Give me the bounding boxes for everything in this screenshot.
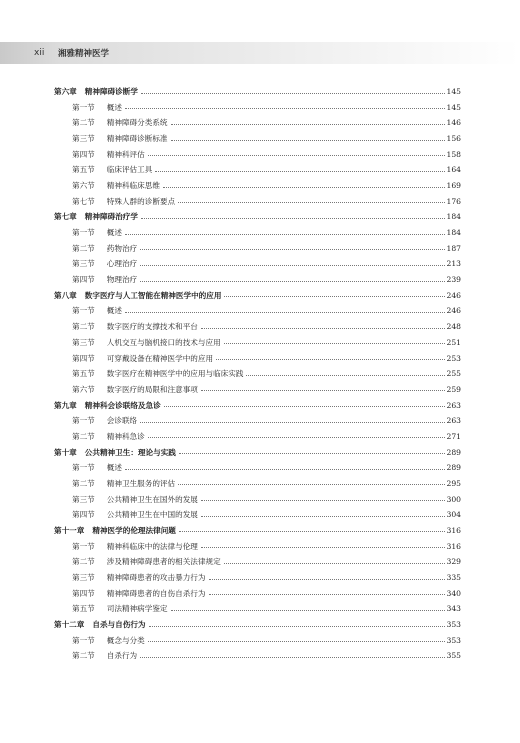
dot-leader	[178, 202, 444, 203]
toc-entry-title: 物理治疗	[106, 275, 138, 285]
toc-entry-title: 临床评估工具	[106, 165, 153, 175]
toc-entry-text	[54, 543, 198, 551]
dot-leader	[171, 610, 445, 611]
dot-leader	[164, 406, 445, 407]
toc-page-number: 335	[446, 572, 461, 582]
dot-leader	[140, 281, 444, 282]
toc-entry-text	[54, 590, 206, 598]
toc-entry-title: 精神科临床思维	[106, 181, 160, 191]
toc-entry-text	[54, 151, 145, 159]
toc-section-row	[54, 534, 461, 550]
toc-page-number: 145	[446, 87, 461, 97]
toc-section-row	[54, 425, 461, 441]
toc-entry-number: 第七章	[54, 212, 77, 222]
toc-entry-text	[54, 527, 176, 535]
toc-section-row	[54, 644, 461, 660]
dot-leader	[201, 547, 445, 548]
toc-entry-title: 自杀行为	[106, 651, 138, 661]
toc-entry-number: 第十章	[54, 447, 77, 457]
dot-leader	[149, 626, 445, 627]
dot-leader	[140, 422, 444, 423]
toc-section-row	[54, 174, 461, 190]
toc-entry-text	[54, 213, 138, 221]
dot-leader	[201, 390, 445, 391]
toc-entry-number: 第三节	[72, 337, 95, 347]
toc-entry-text	[54, 449, 176, 457]
toc-entry-number: 第六章	[54, 87, 77, 97]
toc-entry-number: 第十一章	[54, 525, 85, 535]
toc-entry-text	[54, 323, 198, 331]
toc-page-number: 158	[446, 149, 461, 159]
toc-entry-text	[54, 621, 146, 629]
toc-entry-number: 第二节	[72, 478, 95, 488]
toc-entry-title: 数字医疗的局限和注意事项	[106, 384, 198, 394]
toc-page-number: 156	[446, 134, 461, 144]
toc-section-row	[54, 378, 461, 394]
toc-entry-number: 第一节	[72, 541, 95, 551]
toc-entry-number: 第一节	[72, 102, 95, 112]
running-header	[0, 42, 520, 64]
dot-leader	[224, 563, 445, 564]
toc-page-number: 259	[446, 384, 461, 394]
toc-section-row	[54, 582, 461, 598]
toc-page-number: 187	[446, 243, 461, 253]
toc-page-number: 353	[446, 619, 461, 629]
toc-entry-number: 第二节	[72, 431, 95, 441]
toc-entry-title: 人机交互与脑机接口的技术与应用	[106, 337, 221, 347]
toc-section-row	[54, 127, 461, 143]
toc-page-number: 146	[446, 118, 461, 128]
toc-entry-number: 第九章	[54, 400, 77, 410]
toc-page-number: 343	[446, 604, 461, 614]
toc-entry-title: 公共精神卫生在中国的发展	[106, 510, 198, 520]
toc-entry-number: 第五节	[72, 369, 95, 379]
toc-page-number: 289	[446, 447, 461, 457]
toc-entry-text	[54, 480, 175, 488]
toc-entry-text	[54, 104, 122, 112]
toc-page-number: 271	[446, 431, 461, 441]
toc-page-number: 246	[446, 290, 461, 300]
toc-entry-number: 第四节	[72, 275, 95, 285]
toc-entry-text	[54, 464, 122, 472]
dot-leader	[140, 265, 444, 266]
dot-leader	[201, 500, 445, 501]
dot-leader	[224, 343, 445, 344]
page-number: xii	[34, 48, 45, 58]
dot-leader	[224, 296, 444, 297]
toc-section-row	[54, 252, 461, 268]
toc-entry-title: 概述	[106, 306, 122, 316]
toc-page-number: 213	[446, 259, 461, 269]
toc-entry-title: 精神科会诊联络及急诊	[84, 400, 161, 410]
toc-page-number: 355	[446, 651, 461, 661]
toc-page-number: 145	[446, 102, 461, 112]
toc-page-number: 316	[446, 541, 461, 551]
toc-entry-text	[54, 574, 206, 582]
toc-section-row	[54, 331, 461, 347]
toc-entry-text	[54, 339, 221, 347]
dot-leader	[179, 453, 445, 454]
toc-entry-text	[54, 355, 213, 363]
toc-section-row	[54, 190, 461, 206]
toc-section-row	[54, 143, 461, 159]
toc-entry-number: 第二节	[72, 322, 95, 332]
dot-leader	[163, 187, 445, 188]
toc-entry-number: 第四节	[72, 588, 95, 598]
toc-entry-text	[54, 496, 198, 504]
toc-entry-title: 数字医疗在精神医学中的应用与临床实践	[106, 369, 244, 379]
toc-entry-text	[54, 637, 145, 645]
dot-leader	[125, 312, 445, 313]
dot-leader	[179, 531, 445, 532]
dot-leader	[201, 328, 445, 329]
toc-chapter-row	[54, 80, 461, 96]
dot-leader	[148, 437, 445, 438]
toc-chapter-row	[54, 613, 461, 629]
toc-entry-title: 会诊联络	[106, 416, 138, 426]
toc-entry-text	[54, 386, 198, 394]
dot-leader	[141, 218, 445, 219]
toc-section-row	[54, 158, 461, 174]
toc-entry-title: 精神障碍诊断标准	[106, 134, 168, 144]
toc-page-number: 164	[446, 165, 461, 175]
dot-leader	[140, 249, 444, 250]
toc-entry-title: 司法精神病学鉴定	[106, 604, 168, 614]
toc-entry-number: 第四节	[72, 353, 95, 363]
toc-entry-title: 精神障碍分类系统	[106, 118, 168, 128]
toc-section-row	[54, 346, 461, 362]
toc-entry-number: 第一节	[72, 228, 95, 238]
toc-entry-title: 数字医疗的支撑技术和平台	[106, 322, 198, 332]
toc-section-row	[54, 362, 461, 378]
toc-entry-title: 精神障碍诊断学	[84, 87, 138, 97]
dot-leader	[178, 484, 444, 485]
toc-chapter-row	[54, 519, 461, 535]
dot-leader	[209, 579, 445, 580]
toc-page-number: 295	[446, 478, 461, 488]
toc-entry-title: 精神科评估	[106, 149, 145, 159]
dot-leader	[155, 171, 444, 172]
toc-section-row	[54, 487, 461, 503]
toc-page-number: 340	[446, 588, 461, 598]
toc-section-row	[54, 237, 461, 253]
table-of-contents	[54, 80, 461, 660]
toc-entry-title: 概念与分类	[106, 635, 145, 645]
toc-entry-number: 第十二章	[54, 619, 85, 629]
toc-section-row	[54, 111, 461, 127]
toc-section-row	[54, 409, 461, 425]
toc-entry-text	[54, 88, 138, 96]
toc-page-number: 263	[446, 416, 461, 426]
toc-section-row	[54, 96, 461, 112]
toc-entry-title: 概述	[106, 102, 122, 112]
toc-entry-text	[54, 402, 161, 410]
toc-entry-text	[54, 260, 137, 268]
toc-entry-number: 第一节	[72, 416, 95, 426]
toc-entry-title: 可穿戴设备在精神医学中的应用	[106, 353, 214, 363]
toc-section-row	[54, 299, 461, 315]
toc-page-number: 289	[446, 463, 461, 473]
toc-page-number: 353	[446, 635, 461, 645]
toc-page-number: 184	[446, 212, 461, 222]
toc-entry-text	[54, 119, 168, 127]
toc-section-row	[54, 629, 461, 645]
toc-section-row	[54, 503, 461, 519]
toc-page-number: 255	[446, 369, 461, 379]
toc-entry-title: 精神医学的伦理法律问题	[92, 525, 176, 535]
toc-page-number: 184	[446, 228, 461, 238]
toc-section-row	[54, 566, 461, 582]
dot-leader	[148, 155, 445, 156]
toc-page-number: 246	[446, 306, 461, 316]
toc-page-number: 251	[446, 337, 461, 347]
dot-leader	[140, 657, 444, 658]
toc-entry-text	[54, 229, 122, 237]
toc-page-number: 248	[446, 322, 461, 332]
toc-entry-number: 第一节	[72, 635, 95, 645]
toc-section-row	[54, 315, 461, 331]
dot-leader	[125, 469, 445, 470]
toc-entry-text	[54, 198, 175, 206]
toc-entry-text	[54, 433, 145, 441]
toc-entry-number: 第三节	[72, 259, 95, 269]
toc-section-row	[54, 472, 461, 488]
toc-entry-title: 概述	[106, 228, 122, 238]
toc-entry-title: 概述	[106, 463, 122, 473]
toc-entry-number: 第一节	[72, 306, 95, 316]
toc-entry-number: 第三节	[72, 494, 95, 504]
dot-leader	[171, 140, 445, 141]
dot-leader	[201, 516, 445, 517]
toc-entry-title: 精神科临床中的法律与伦理	[106, 541, 198, 551]
toc-section-row	[54, 550, 461, 566]
toc-chapter-row	[54, 440, 461, 456]
toc-entry-number: 第四节	[72, 510, 95, 520]
toc-entry-title: 特殊人群的诊断要点	[106, 196, 176, 206]
toc-page-number: 316	[446, 525, 461, 535]
toc-page-number: 253	[446, 353, 461, 363]
book-title: 湘雅精神医学	[58, 49, 110, 59]
dot-leader	[209, 594, 445, 595]
toc-entry-title: 精神障碍患者的自伤自杀行为	[106, 588, 206, 598]
toc-entry-number: 第二节	[72, 243, 95, 253]
toc-entry-text	[54, 135, 168, 143]
toc-entry-text	[54, 276, 137, 284]
toc-entry-title: 数字医疗与人工智能在精神医学中的应用	[84, 290, 222, 300]
toc-entry-text	[54, 605, 168, 613]
toc-entry-title: 精神障碍患者的攻击暴力行为	[106, 572, 206, 582]
toc-entry-text	[54, 182, 160, 190]
toc-entry-number: 第六节	[72, 384, 95, 394]
toc-section-row	[54, 597, 461, 613]
toc-chapter-row	[54, 205, 461, 221]
dot-leader	[216, 359, 444, 360]
toc-entry-number: 第八章	[54, 290, 77, 300]
toc-entry-number: 第五节	[72, 604, 95, 614]
dot-leader	[125, 234, 445, 235]
dot-leader	[141, 93, 445, 94]
toc-entry-text	[54, 370, 243, 378]
toc-section-row	[54, 268, 461, 284]
toc-page-number: 329	[446, 557, 461, 567]
toc-entry-number: 第一节	[72, 463, 95, 473]
toc-page-number: 300	[446, 494, 461, 504]
toc-entry-text	[54, 307, 122, 315]
toc-entry-number: 第六节	[72, 181, 95, 191]
toc-entry-number: 第四节	[72, 149, 95, 159]
toc-entry-title: 药物治疗	[106, 243, 138, 253]
toc-entry-title: 心理治疗	[106, 259, 138, 269]
toc-entry-title: 公共精神卫生：理论与实践	[84, 447, 176, 457]
toc-entry-text	[54, 292, 221, 300]
toc-entry-title: 精神障碍治疗学	[84, 212, 138, 222]
toc-entry-text	[54, 652, 137, 660]
toc-entry-title: 涉及精神障碍患者的相关法律规定	[106, 557, 221, 567]
toc-entry-text	[54, 511, 198, 519]
dot-leader	[125, 108, 445, 109]
toc-entry-text	[54, 417, 137, 425]
toc-entry-number: 第七节	[72, 196, 95, 206]
toc-page-number: 263	[446, 400, 461, 410]
toc-chapter-row	[54, 284, 461, 300]
toc-entry-number: 第二节	[72, 118, 95, 128]
toc-page-number: 169	[446, 181, 461, 191]
toc-section-row	[54, 221, 461, 237]
toc-entry-number: 第三节	[72, 134, 95, 144]
toc-page-number: 304	[446, 510, 461, 520]
toc-page-number: 239	[446, 275, 461, 285]
toc-entry-number: 第二节	[72, 557, 95, 567]
dot-leader	[171, 124, 445, 125]
toc-entry-title: 精神卫生服务的评估	[106, 478, 176, 488]
toc-entry-text	[54, 245, 137, 253]
toc-entry-title: 精神科急诊	[106, 431, 145, 441]
dot-leader	[148, 641, 445, 642]
toc-chapter-row	[54, 393, 461, 409]
toc-entry-title: 自杀与自伤行为	[92, 619, 146, 629]
toc-entry-number: 第二节	[72, 651, 95, 661]
dot-leader	[246, 375, 444, 376]
toc-entry-title: 公共精神卫生在国外的发展	[106, 494, 198, 504]
toc-entry-number: 第五节	[72, 165, 95, 175]
toc-entry-number: 第三节	[72, 572, 95, 582]
toc-entry-text	[54, 166, 152, 174]
toc-section-row	[54, 456, 461, 472]
toc-page-number: 176	[446, 196, 461, 206]
toc-entry-text	[54, 558, 221, 566]
